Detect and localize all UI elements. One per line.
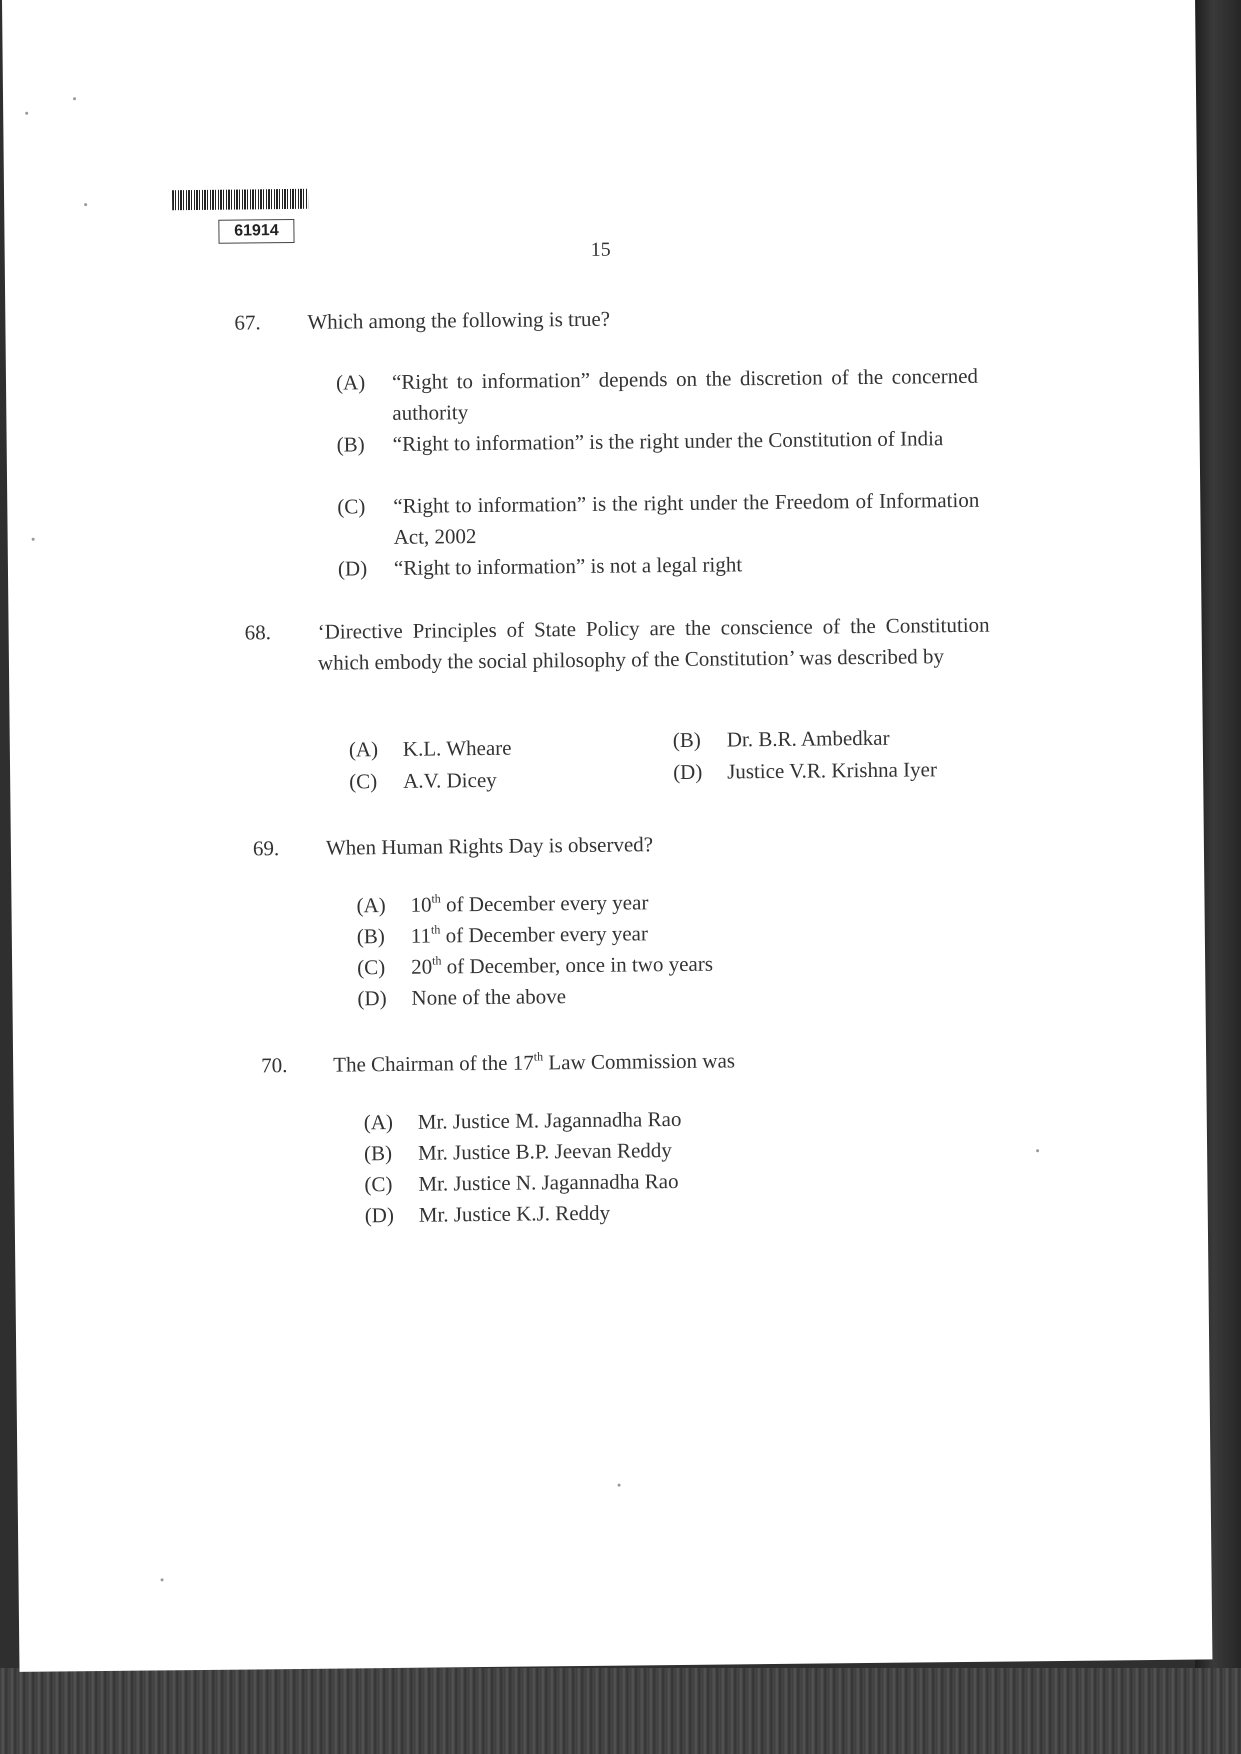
scanner-edge-bottom (0, 1668, 1241, 1754)
question-70 (13, 1040, 1206, 1228)
option-a[interactable] (335, 363, 979, 430)
option-c[interactable] (337, 487, 980, 554)
option-text: Mr. Justice M. Jagannadha Rao (417, 1106, 682, 1134)
option-text: 10th of December every year (410, 890, 649, 917)
question-text: ‘Directive Principles of State Policy are the conscience of the Constitution which embody the social philosophy of the Constitution’ was described by (317, 612, 990, 675)
option-text: Mr. Justice N. Jagannadha Rao (418, 1168, 679, 1196)
option-text: “Right to information” is not a legal right (393, 552, 743, 580)
option-text: Mr. Justice K.J. Reddy (418, 1200, 611, 1227)
option-letter: (C) (357, 955, 386, 980)
option-letter: (B) (336, 432, 365, 457)
scan-speck (25, 112, 28, 115)
option-text: None of the above (411, 984, 567, 1010)
option-text: 20th of December, once in two years (411, 951, 714, 979)
option-text: “Right to information” is the right under the Freedom of Information Act, 2002 (393, 487, 980, 549)
option-letter: (C) (364, 1171, 393, 1197)
question-number: 68. (244, 620, 272, 645)
question-69 (11, 823, 1204, 1011)
option-c[interactable] (349, 766, 497, 797)
option-text: 11th of December every year (410, 921, 649, 948)
option-list (363, 1106, 682, 1231)
question-67 (5, 297, 1198, 581)
option-text: “Right to information” is the right under the Constitution of India (392, 426, 944, 456)
scan-speck (32, 538, 35, 541)
scan-speck (618, 1484, 621, 1487)
page-number: 15 (590, 238, 611, 261)
booklet-code: 61914 (218, 219, 294, 244)
option-text: “Right to information” depends on the discretion of the concerned authority (391, 363, 979, 425)
option-letter: (A) (348, 737, 379, 762)
option-grid (348, 725, 990, 797)
question-text: The Chairman of the 17th Law Commission was (333, 1048, 736, 1077)
option-text: K.L. Wheare (402, 735, 512, 761)
question-number: 70. (261, 1053, 288, 1078)
option-b[interactable] (336, 426, 944, 492)
option-letter: (D) (672, 759, 703, 785)
option-letter: (C) (349, 769, 378, 794)
question-number: 69. (252, 836, 280, 861)
question-68 (8, 607, 1201, 794)
option-letter: (A) (356, 893, 386, 918)
exam-page (2, 0, 1212, 1672)
option-list (335, 363, 980, 585)
option-text: Dr. B.R. Ambedkar (726, 725, 890, 752)
barcode (172, 189, 308, 210)
option-a[interactable] (348, 734, 512, 765)
option-list (356, 890, 714, 1014)
option-letter: (B) (356, 924, 385, 949)
question-number: 67. (234, 310, 261, 335)
option-text: A.V. Dicey (403, 767, 497, 793)
option-letter: (D) (364, 1202, 395, 1228)
question-text: When Human Rights Day is observed? (325, 832, 654, 860)
option-letter: (A) (363, 1109, 394, 1135)
scan-speck (84, 203, 87, 206)
option-text: Mr. Justice B.P. Jeevan Reddy (417, 1138, 672, 1165)
question-text: Which among the following is true? (307, 306, 611, 334)
option-b[interactable] (672, 725, 890, 756)
option-letter: (C) (337, 494, 366, 519)
option-letter: (A) (335, 370, 366, 395)
option-d[interactable] (672, 757, 938, 788)
option-letter: (D) (357, 986, 387, 1011)
scan-speck (1036, 1149, 1039, 1152)
option-letter: (D) (337, 556, 368, 581)
option-text: Justice V.R. Krishna Iyer (726, 757, 938, 784)
option-letter: (B) (672, 727, 701, 753)
option-letter: (B) (363, 1140, 393, 1166)
scan-speck (161, 1578, 164, 1581)
scan-speck (73, 97, 76, 100)
